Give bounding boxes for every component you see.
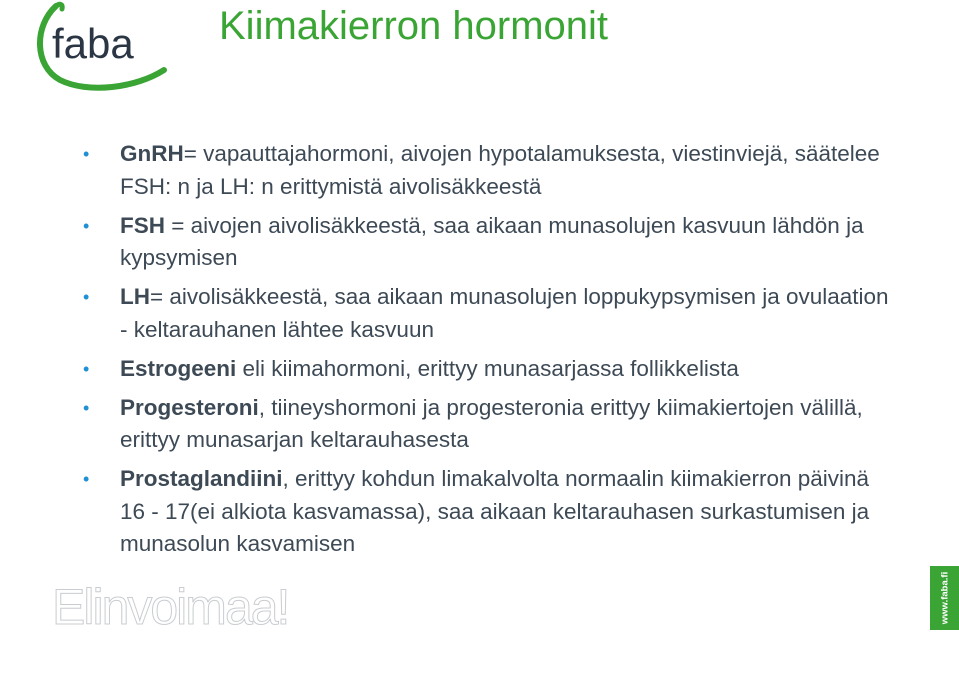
bullet-list: [80, 138, 900, 567]
tagline: Elinvoimaa!: [52, 579, 289, 635]
bullet-term: Prostaglandiini: [120, 466, 283, 491]
bullet-text: , tiineyshormoni ja progesteronia erittyy kiimakiertojen välillä, erittyy munasarjan keltarauhasesta: [120, 394, 863, 452]
bullet-term: FSH: [120, 212, 165, 238]
faba-logo-mark: [30, 0, 180, 95]
bullet-text: = aivolisäkkeestä, saa aikaan munasolujen loppukypsymisen ja ovulaation - keltarauhanen lähtee kasvuun: [120, 284, 889, 342]
bullet-lh: [80, 281, 900, 346]
bullet-text: = aivojen aivolisäkkeestä, saa aikaan munasolujen kasvuun lähdön ja kypsymisen: [120, 212, 864, 270]
bullet-progesteroni: [80, 392, 900, 457]
bullet-term: Progesteroni: [120, 394, 259, 420]
slide-title: Kiimakierron hormonit: [219, 4, 609, 48]
website-url: www.faba.fi: [939, 571, 950, 625]
bullet-term: Estrogeeni: [120, 355, 237, 381]
bullet-text: eli kiimahormoni, erittyy munasarjassa follikkelista: [236, 355, 739, 381]
bullet-term: GnRH: [120, 141, 184, 166]
bullet-term: LH: [120, 284, 150, 309]
faba-logo: [30, 0, 180, 95]
bullet-prostaglandiini: [80, 463, 900, 561]
bullet-fsh: [80, 210, 900, 275]
website-tab: [930, 566, 959, 630]
bullet-gnrh: [80, 138, 900, 203]
logo-text: faba: [52, 20, 134, 67]
bullet-text: , erittyy kohdun limakalvolta normaalin kiimakierron päivinä 16 - 17(ei alkiota kasvamassa), saa aikaan keltarauhasen surkastumisen ja munasolun kasvamisen: [120, 466, 870, 556]
bullet-estrogeeni: [80, 353, 900, 386]
bullet-text: = vapauttajahormoni, aivojen hypotalamuksesta, viestinviejä, säätelee FSH: n ja LH: n erittymistä aivolisäkkeestä: [120, 141, 880, 199]
